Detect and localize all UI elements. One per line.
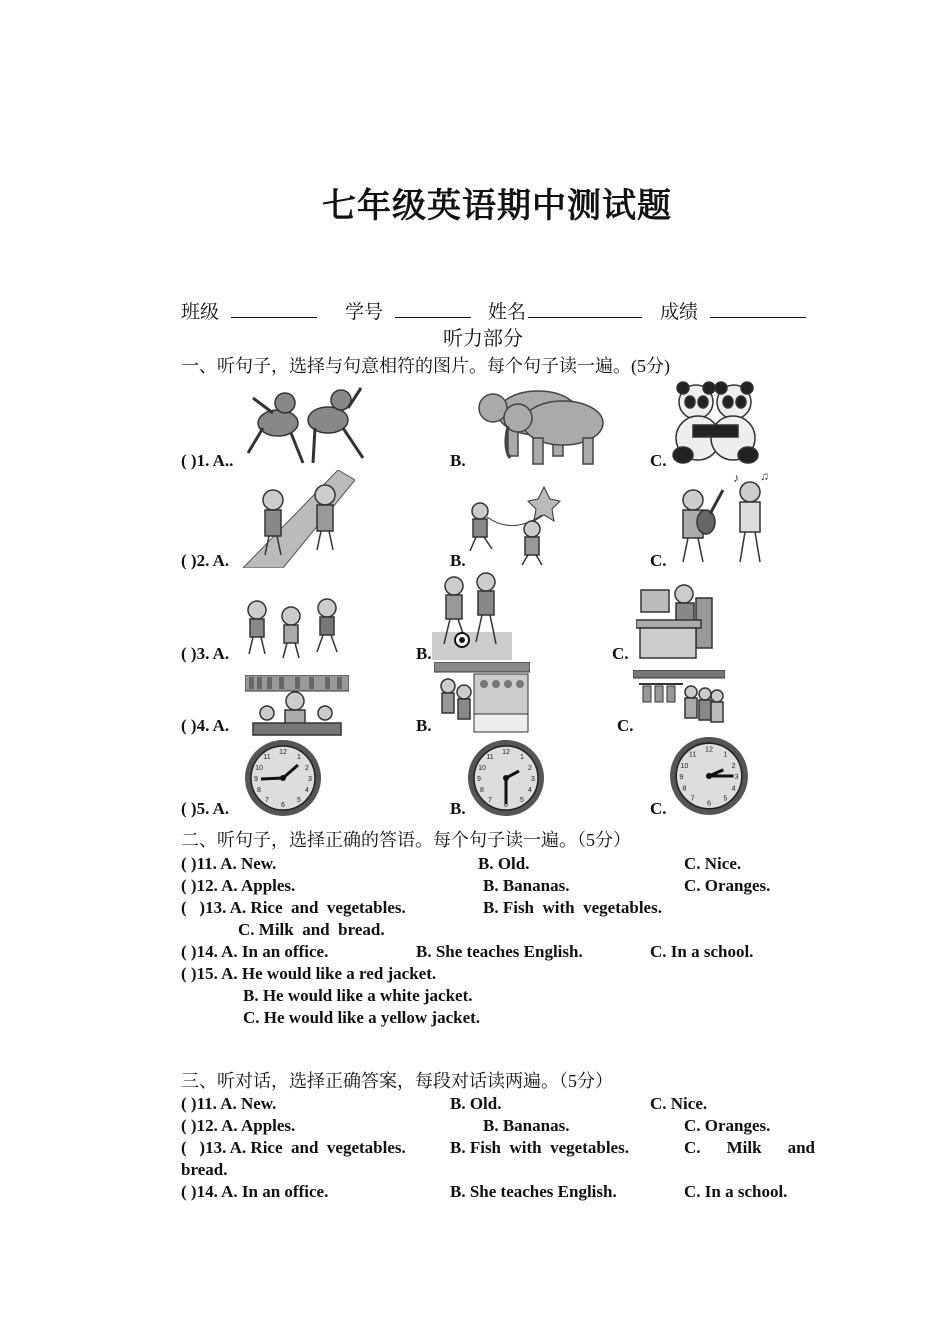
svg-text:3: 3	[308, 776, 312, 783]
name-blank[interactable]	[528, 301, 642, 318]
svg-text:11: 11	[263, 754, 271, 761]
svg-text:6: 6	[281, 802, 285, 809]
s2-q15-option-b[interactable]: B. He would like a white jacket.	[243, 986, 473, 1005]
s2-q11-option-a[interactable]: ( )11. A. New.	[181, 854, 277, 873]
svg-text:♪: ♪	[733, 471, 739, 485]
svg-text:2: 2	[528, 765, 532, 772]
svg-text:7: 7	[488, 797, 492, 804]
s3-q11-option-b[interactable]: B. Old.	[450, 1094, 502, 1113]
s2-q11-option-c[interactable]: C. Nice.	[684, 854, 742, 873]
class-blank[interactable]	[231, 301, 317, 318]
svg-text:4: 4	[305, 787, 309, 794]
q1-option-b[interactable]: B.	[450, 451, 466, 470]
svg-text:6: 6	[707, 799, 711, 808]
s2-q15-option-a[interactable]: ( )15. A. He would like a red jacket.	[181, 964, 437, 983]
s2-q14-option-a[interactable]: ( )14. A. In an office.	[181, 942, 329, 961]
svg-text:10: 10	[478, 765, 486, 772]
s3-q11-option-a[interactable]: ( )11. A. New.	[181, 1094, 277, 1113]
library-reading-picture	[245, 675, 349, 737]
svg-text:12: 12	[705, 745, 713, 754]
listening-heading: 听力部分	[443, 328, 523, 350]
monkeys-picture	[243, 378, 368, 468]
svg-text:3: 3	[734, 773, 739, 782]
section1-heading: 一、听句子，选择与句意相符的图片。每个句子读一遍。(5分)	[181, 356, 670, 376]
q1-label: ( )1. A..	[181, 451, 234, 470]
svg-text:11: 11	[688, 750, 697, 759]
s2-q12-option-c[interactable]: C. Oranges.	[684, 876, 771, 895]
guitar-singing-picture	[668, 470, 773, 568]
s2-q14-option-b[interactable]: B. She teaches English.	[416, 942, 583, 961]
svg-text:7: 7	[265, 797, 269, 804]
score-label: 成绩	[660, 302, 699, 323]
svg-text:7: 7	[690, 794, 695, 803]
svg-text:8: 8	[682, 784, 687, 793]
s2-q13-option-a[interactable]: ( )13. A. Rice and vegetables.	[181, 898, 406, 917]
clothes-store-picture	[633, 670, 725, 734]
svg-text:11: 11	[486, 754, 494, 761]
s3-q14-option-b[interactable]: B. She teaches English.	[450, 1182, 617, 1201]
s3-q13-continuation: bread.	[181, 1160, 228, 1179]
svg-text:9: 9	[254, 776, 258, 783]
boy-girl-road-picture	[243, 470, 355, 568]
name-field[interactable]	[488, 297, 642, 324]
clock-c-picture	[668, 735, 750, 817]
score-blank[interactable]	[710, 301, 806, 318]
kids-playing-picture	[243, 596, 343, 660]
q1-option-c[interactable]: C.	[650, 451, 667, 470]
market-shopping-picture	[434, 662, 530, 734]
q3-option-c[interactable]: C.	[612, 644, 629, 663]
s3-q12-option-b[interactable]: B. Bananas.	[483, 1116, 570, 1135]
svg-text:2: 2	[731, 761, 736, 770]
svg-text:6: 6	[504, 802, 508, 809]
svg-text:5: 5	[723, 794, 728, 803]
svg-text:10: 10	[255, 765, 263, 772]
q4-label: ( )4. A.	[181, 716, 230, 735]
svg-text:8: 8	[480, 787, 484, 794]
q5-option-c[interactable]: C.	[650, 799, 667, 818]
clock-a-picture	[243, 738, 323, 818]
q5-option-b[interactable]: B.	[450, 799, 466, 818]
q3-label: ( )3. A.	[181, 644, 230, 663]
class-field[interactable]	[181, 297, 317, 324]
student-number-field[interactable]	[345, 297, 471, 324]
svg-text:1: 1	[520, 754, 524, 761]
section2-heading: 二、听句子，选择正确的答语。每个句子读一遍。（5分）	[181, 830, 631, 850]
s2-q14-option-c[interactable]: C. In a school.	[650, 942, 754, 961]
s2-q13-option-b[interactable]: B. Fish with vegetables.	[483, 898, 662, 917]
svg-text:5: 5	[520, 797, 524, 804]
section3-heading: 三、听对话，选择正确答案，每段对话读两遍。（5分）	[181, 1071, 613, 1091]
pandas-picture	[668, 380, 763, 468]
q4-option-b[interactable]: B.	[416, 716, 432, 735]
s3-q13-option-b[interactable]: B. Fish with vegetables.	[450, 1138, 629, 1157]
s3-q12-option-c[interactable]: C. Oranges.	[684, 1116, 771, 1135]
svg-text:12: 12	[502, 749, 510, 756]
q4-option-c[interactable]: C.	[617, 716, 634, 735]
s2-q12-option-a[interactable]: ( )12. A. Apples.	[181, 876, 296, 895]
svg-text:12: 12	[279, 749, 287, 756]
q2-label: ( )2. A.	[181, 551, 230, 570]
s3-q13-option-a[interactable]: ( )13. A. Rice and vegetables.	[181, 1138, 406, 1157]
computer-desk-picture	[636, 580, 716, 660]
s3-q14-option-a[interactable]: ( )14. A. In an office.	[181, 1182, 329, 1201]
svg-text:5: 5	[297, 797, 301, 804]
svg-text:10: 10	[680, 761, 689, 770]
svg-text:8: 8	[257, 787, 261, 794]
s3-q13-option-c[interactable]: C. Milk and	[684, 1138, 815, 1157]
s2-q12-option-b[interactable]: B. Bananas.	[483, 876, 570, 895]
svg-text:9: 9	[477, 776, 481, 783]
name-label: 姓名	[488, 302, 527, 323]
clock-b-picture	[466, 738, 546, 818]
s3-q11-option-c[interactable]: C. Nice.	[650, 1094, 708, 1113]
svg-text:9: 9	[679, 773, 684, 782]
svg-text:3: 3	[531, 776, 535, 783]
s3-q12-option-a[interactable]: ( )12. A. Apples.	[181, 1116, 296, 1135]
q5-label: ( )5. A.	[181, 799, 230, 818]
elephants-picture	[468, 378, 608, 468]
s2-q13-option-c[interactable]: C. Milk and bread.	[238, 920, 385, 939]
kite-kids-picture	[462, 485, 562, 567]
soccer-boys-picture	[432, 572, 512, 660]
q3-option-b[interactable]: B.	[416, 644, 432, 663]
q2-option-b[interactable]: B.	[450, 551, 466, 570]
s3-q14-option-c[interactable]: C. In a school.	[684, 1182, 788, 1201]
svg-text:4: 4	[528, 787, 532, 794]
q2-option-c[interactable]: C.	[650, 551, 667, 570]
student-number-label: 学号	[345, 302, 384, 323]
svg-text:1: 1	[723, 750, 728, 759]
score-field[interactable]	[660, 297, 806, 324]
class-label: 班级	[181, 302, 220, 323]
svg-text:2: 2	[305, 765, 309, 772]
svg-text:♫: ♫	[760, 470, 769, 483]
s2-q15-option-c[interactable]: C. He would like a yellow jacket.	[243, 1008, 481, 1027]
svg-text:4: 4	[731, 784, 736, 793]
student-number-blank[interactable]	[395, 301, 471, 318]
svg-text:1: 1	[297, 754, 301, 761]
page-title: 七年级英语期中测试题	[322, 188, 672, 225]
s2-q11-option-b[interactable]: B. Old.	[478, 854, 530, 873]
